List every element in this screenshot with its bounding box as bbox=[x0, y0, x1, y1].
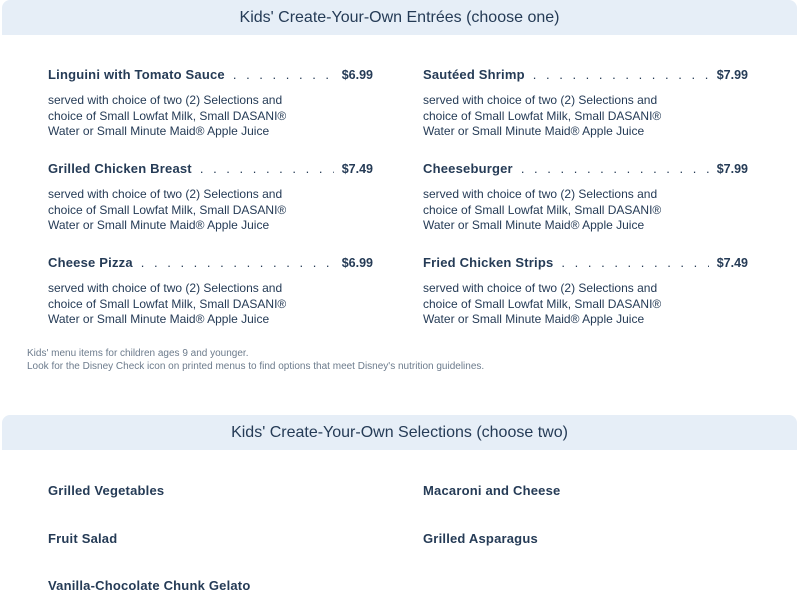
selection-item: Fruit Salad bbox=[48, 531, 118, 546]
entree-name: Fried Chicken Strips bbox=[423, 255, 554, 270]
entree-price: $7.49 bbox=[716, 256, 748, 270]
entree-description: served with choice of two (2) Selections and choice of Small Lowfat Milk, Small DASANI® Water or Small Minute Maid® Apple Juice bbox=[423, 187, 662, 232]
dot-leader bbox=[521, 161, 709, 176]
entree-description: served with choice of two (2) Selections and choice of Small Lowfat Milk, Small DASANI® Water or Small Minute Maid® Apple Juice bbox=[423, 281, 662, 326]
selection-item: Macaroni and Cheese bbox=[423, 483, 561, 498]
dot-leader bbox=[141, 255, 334, 270]
entree-item bbox=[423, 67, 748, 140]
entrees-section-header bbox=[2, 0, 797, 35]
entree-price: $6.99 bbox=[341, 256, 373, 270]
entree-description: served with choice of two (2) Selections and choice of Small Lowfat Milk, Small DASANI® Water or Small Minute Maid® Apple Juice bbox=[423, 93, 662, 138]
entree-name: Cheeseburger bbox=[423, 161, 513, 176]
entree-item bbox=[423, 161, 748, 234]
dot-leader bbox=[200, 161, 334, 176]
selection-item: Grilled Vegetables bbox=[48, 483, 165, 498]
entree-description: served with choice of two (2) Selections and choice of Small Lowfat Milk, Small DASANI® Water or Small Minute Maid® Apple Juice bbox=[48, 281, 287, 326]
dot-leader bbox=[561, 255, 708, 270]
entree-description: served with choice of two (2) Selections and choice of Small Lowfat Milk, Small DASANI® Water or Small Minute Maid® Apple Juice bbox=[48, 187, 287, 232]
dot-leader bbox=[233, 67, 334, 82]
entree-name: Grilled Chicken Breast bbox=[48, 161, 192, 176]
selections-section-title: Kids' Create-Your-Own Selections (choose two) bbox=[231, 423, 568, 441]
entree-price: $7.49 bbox=[341, 162, 373, 176]
entree-name: Sautéed Shrimp bbox=[423, 67, 525, 82]
dot-leader bbox=[533, 67, 709, 82]
entree-price: $7.99 bbox=[716, 68, 748, 82]
entree-name: Cheese Pizza bbox=[48, 255, 133, 270]
disney-check-note: Look for the Disney Check icon on printed menus to find options that meet Disney's nutrition guidelines. bbox=[27, 361, 485, 372]
age-note: Kids' menu items for children ages 9 and younger. bbox=[27, 348, 249, 359]
entree-name: Linguini with Tomato Sauce bbox=[48, 67, 225, 82]
entree-price: $7.99 bbox=[716, 162, 748, 176]
entree-item bbox=[48, 67, 373, 140]
selection-item: Grilled Asparagus bbox=[423, 531, 538, 546]
entree-item bbox=[48, 161, 373, 234]
entree-description: served with choice of two (2) Selections and choice of Small Lowfat Milk, Small DASANI® Water or Small Minute Maid® Apple Juice bbox=[48, 93, 287, 138]
selections-section-header bbox=[2, 415, 797, 450]
selection-item: Vanilla-Chocolate Chunk Gelato bbox=[48, 578, 251, 593]
entree-item bbox=[423, 255, 748, 328]
entree-price: $6.99 bbox=[341, 68, 373, 82]
entrees-section-title: Kids' Create-Your-Own Entrées (choose one) bbox=[239, 8, 560, 26]
entree-item bbox=[48, 255, 373, 328]
